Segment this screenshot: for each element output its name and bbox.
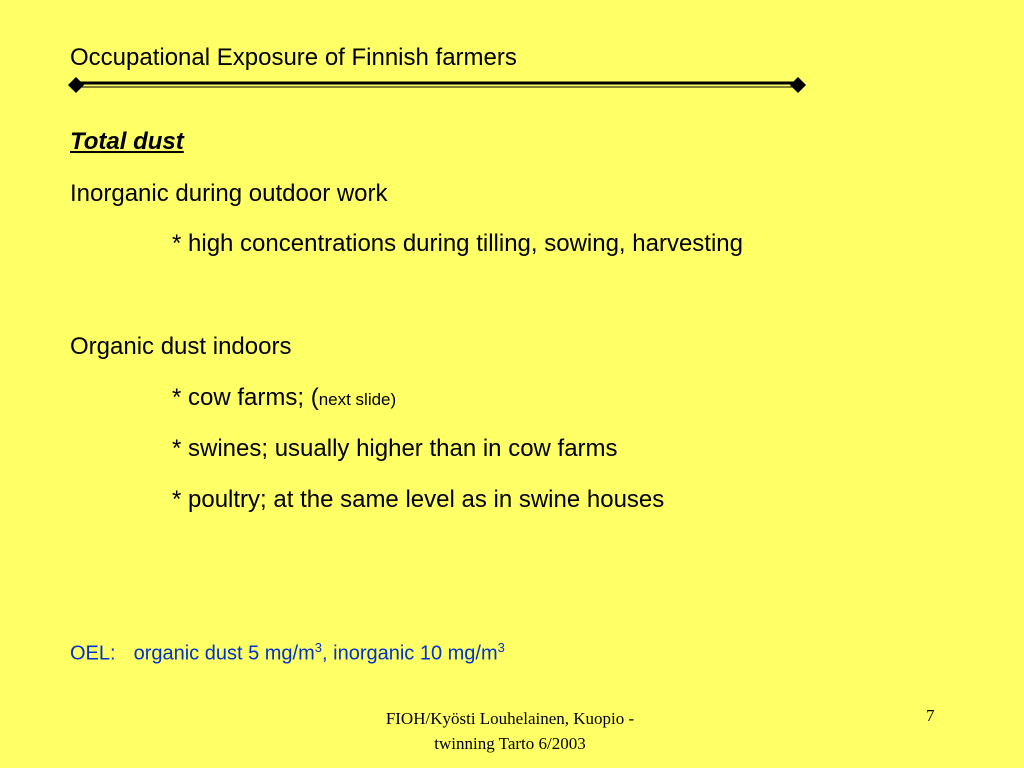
oel-organic: organic dust 5 mg/m xyxy=(133,642,315,665)
bullet-inorganic: Inorganic during outdoor work xyxy=(70,180,388,207)
bullet-poultry: * poultry; at the same level as in swine houses xyxy=(172,486,665,513)
title-divider xyxy=(68,75,806,95)
page-number: 7 xyxy=(926,706,935,725)
bullet-high-concentrations: * high concentrations during tilling, sowing, harvesting xyxy=(172,230,743,257)
oel-inorganic: , inorganic 10 mg/m xyxy=(322,642,498,665)
oel-line xyxy=(70,640,505,666)
slide-footer xyxy=(340,706,680,756)
cow-farms-text: * cow farms; ( xyxy=(172,384,319,411)
bullet-swines: * swines; usually higher than in cow farms xyxy=(172,435,618,462)
right-diamond-icon xyxy=(790,77,806,93)
footer-line-1: FIOH/Kyösti Louhelainen, Kuopio - xyxy=(385,709,635,728)
bullet-organic: Organic dust indoors xyxy=(70,333,292,360)
section-heading: Total dust xyxy=(70,128,184,155)
oel-sup-2: 3 xyxy=(497,640,505,655)
bullet-cow-farms xyxy=(172,384,396,412)
oel-label: OEL: xyxy=(70,642,116,665)
left-diamond-icon xyxy=(68,77,84,93)
next-slide-note: next slide) xyxy=(318,390,397,409)
slide-title: Occupational Exposure of Finnish farmers xyxy=(70,44,517,71)
oel-sup-1: 3 xyxy=(314,640,323,655)
footer-line-2: twinning Tarto 6/2003 xyxy=(434,734,586,753)
